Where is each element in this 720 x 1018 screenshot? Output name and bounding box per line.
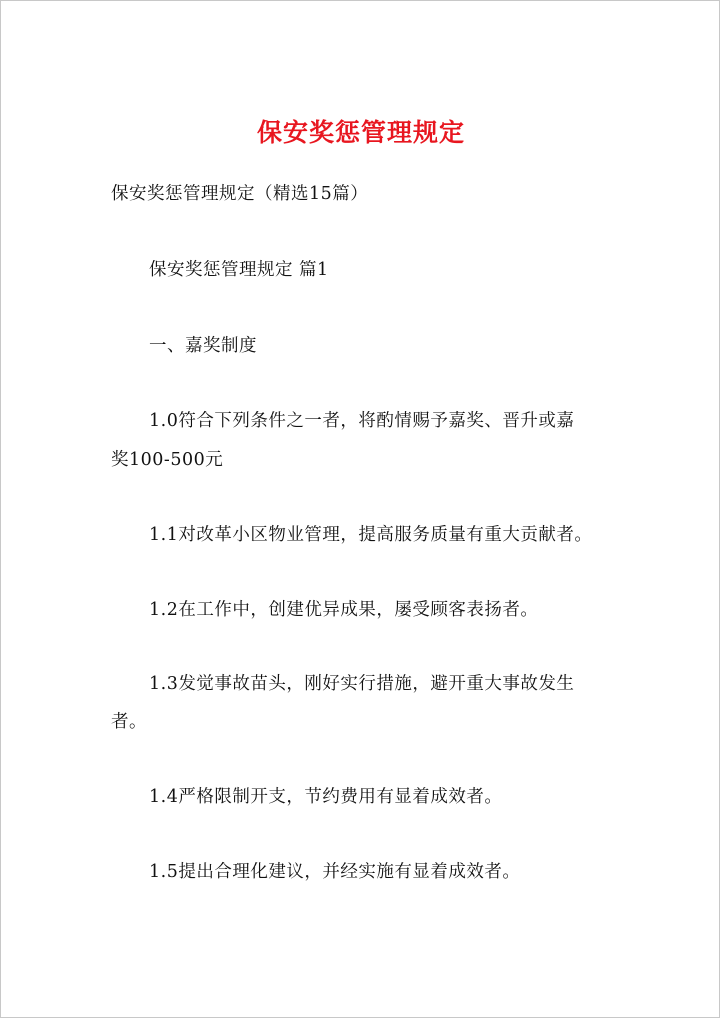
paragraph-6-line-1: 1.5提出合理化建议，并经实施有显着成效者。 (149, 862, 521, 882)
paragraph-4-line-1: 1.3发觉事故苗头，刚好实行措施，避开重大事故发生 (149, 674, 575, 694)
paragraph-1-line-2: 奖100-500元 (111, 450, 224, 470)
document-title: 保安奖惩管理规定 (256, 118, 465, 147)
document-subtitle: 保安奖惩管理规定（精选15篇） (111, 184, 369, 204)
paragraph-3-line-1: 1.2在工作中，创建优异成果，屡受顾客表扬者。 (149, 600, 539, 620)
category-heading: 一、嘉奖制度 (149, 336, 257, 356)
paragraph-5-line-1: 1.4严格限制开支，节约费用有显着成效者。 (149, 787, 503, 807)
section-heading: 保安奖惩管理规定 篇1 (149, 260, 329, 280)
paragraph-2-line-1: 1.1对改革小区物业管理，提高服务质量有重大贡献者。 (149, 525, 593, 545)
paragraph-4-line-2: 者。 (111, 712, 147, 732)
paragraph-1-line-1: 1.0符合下列条件之一者，将酌情赐予嘉奖、晋升或嘉 (149, 411, 575, 431)
